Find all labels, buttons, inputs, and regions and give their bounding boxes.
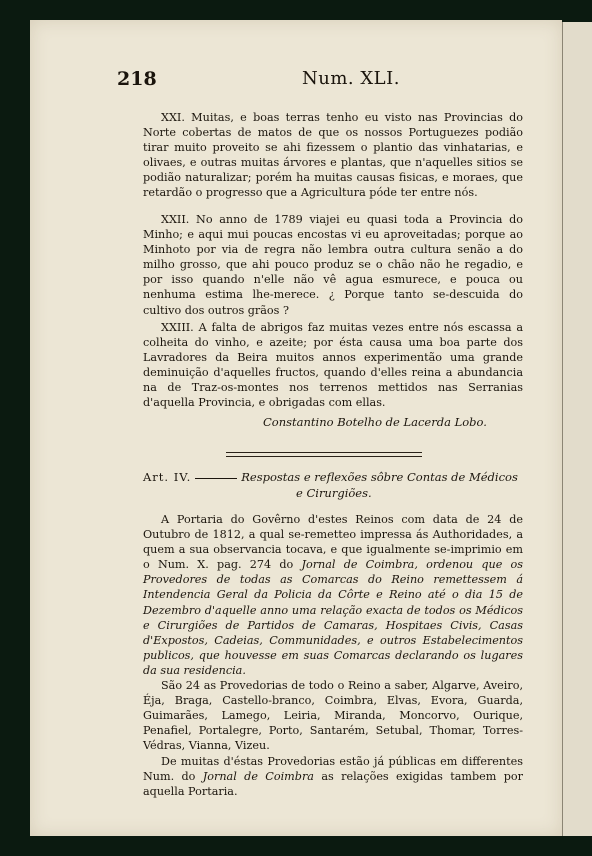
page-number: 218 [117, 68, 157, 90]
section-xxii [143, 212, 523, 318]
running-head: Num. XLI. [302, 68, 400, 89]
article-heading [143, 470, 523, 484]
section-xxiii-text: XXIII. A falta de abrigos faz muitas vezes entre nós escassa a colheita do vinho, e azeite; por ésta causa uma boa parte dos Lavradores da Beira muitos annos experimentão uma grande deminuição d'aquelles fructos, quando d'elles reina a abundancia na de Traz-os-montes nos terrenos mettidos nas Serranias d'aquella Provincia, e obrigadas com ellas. [143, 321, 523, 410]
article-body [143, 512, 523, 799]
author-signature: Constantino Botelho de Lacerda Lobo. [263, 415, 487, 429]
p3-text-start: De muitas d'éstas Provedorias estão já públicas em differentes Num. do [143, 754, 523, 783]
article-paragraph-3 [143, 754, 523, 799]
article-title-line2: e Cirurgiões. [296, 486, 372, 500]
section-xxi [143, 110, 523, 201]
section-xxii-text: XXII. No anno de 1789 viajei eu quasi toda a Provincia do Minho; e aqui mui poucas encostas vi eu aproveitadas; porque ao Minhoto por via de regra não lembra outra cultura senão a do milho grosso, que ahi pouco produz se o chão não he regadio, e por isso quando n'elle não vê agua esmurece, e pouca ou nenhuma estima lhe-merece. ¿ Porque tanto se-descuida do cultivo dos outros grãos ? [143, 213, 523, 317]
section-xxiii [143, 320, 523, 411]
p3-text-end: as relações exigidas tambem por aquella Portaria. [143, 769, 523, 798]
article-title-line1: Respostas e reflexões sôbre Contas de Médicos [241, 470, 518, 484]
facing-page-edge [562, 22, 592, 836]
p1-italic-text: , ordenou que os Provedores de todas as Comarcas do Reino remettessem á Intendencia Geral da Policia da Côrte e Reino até o dia 15 de Dezembro d'aquelle anno uma relação exacta de todos os Médicos e Cirurgiões de Partidos de Camaras, Hospitaes Civis, Casas d'Expostos, Cadeias, Communidades, e outros Estabelecimentos publicos, que houvesse em suas Comarcas declarando os lugares da sua residencia. [143, 558, 524, 677]
heading-dash [195, 478, 237, 479]
section-divider [226, 452, 422, 457]
journal-title-ref: Jornal de Coimbra [301, 558, 415, 572]
article-paragraph-1 [143, 512, 523, 678]
journal-title-ref-2: Jornal de Coimbra [202, 769, 314, 783]
article-paragraph-2: São 24 as Provedorias de todo o Reino a saber, Algarve, Aveiro, Éja, Braga, Castello-branco, Coimbra, Elvas, Evora, Guarda, Guimarães, Lamego, Leiria, Miranda, Moncorvo, Ourique, Penafiel, Portalegre, Porto, Santarém, Setubal, Thomar, Torres-Védras, Vianna, Vizeu. [143, 679, 523, 753]
page-header [117, 68, 537, 94]
section-xxi-text: XXI. Muitas, e boas terras tenho eu visto nas Provincias do Norte cobertas de matos de que os nossos Portuguezes podião tirar muito proveito se ahi fizessem o plantio das vinhatarias, e olivaes, e outras muitas árvores e plantas, que n'aquelles sitios se podião naturalizar; porém ha muitas causas fisicas, e moraes, que retardão o progresso que a Agricultura póde ter entre nós. [143, 111, 523, 200]
article-label: Art. IV. [143, 470, 192, 484]
p1-text: A Portaria do Govêrno d'estes Reinos com data de 24 de Outubro de 1812, a qual se-remetteo impressa ás Authoridades, a quem a sua observancia tocava, e que igualmente se-imprimio em o Num. X. pag. 274 do [143, 513, 523, 572]
